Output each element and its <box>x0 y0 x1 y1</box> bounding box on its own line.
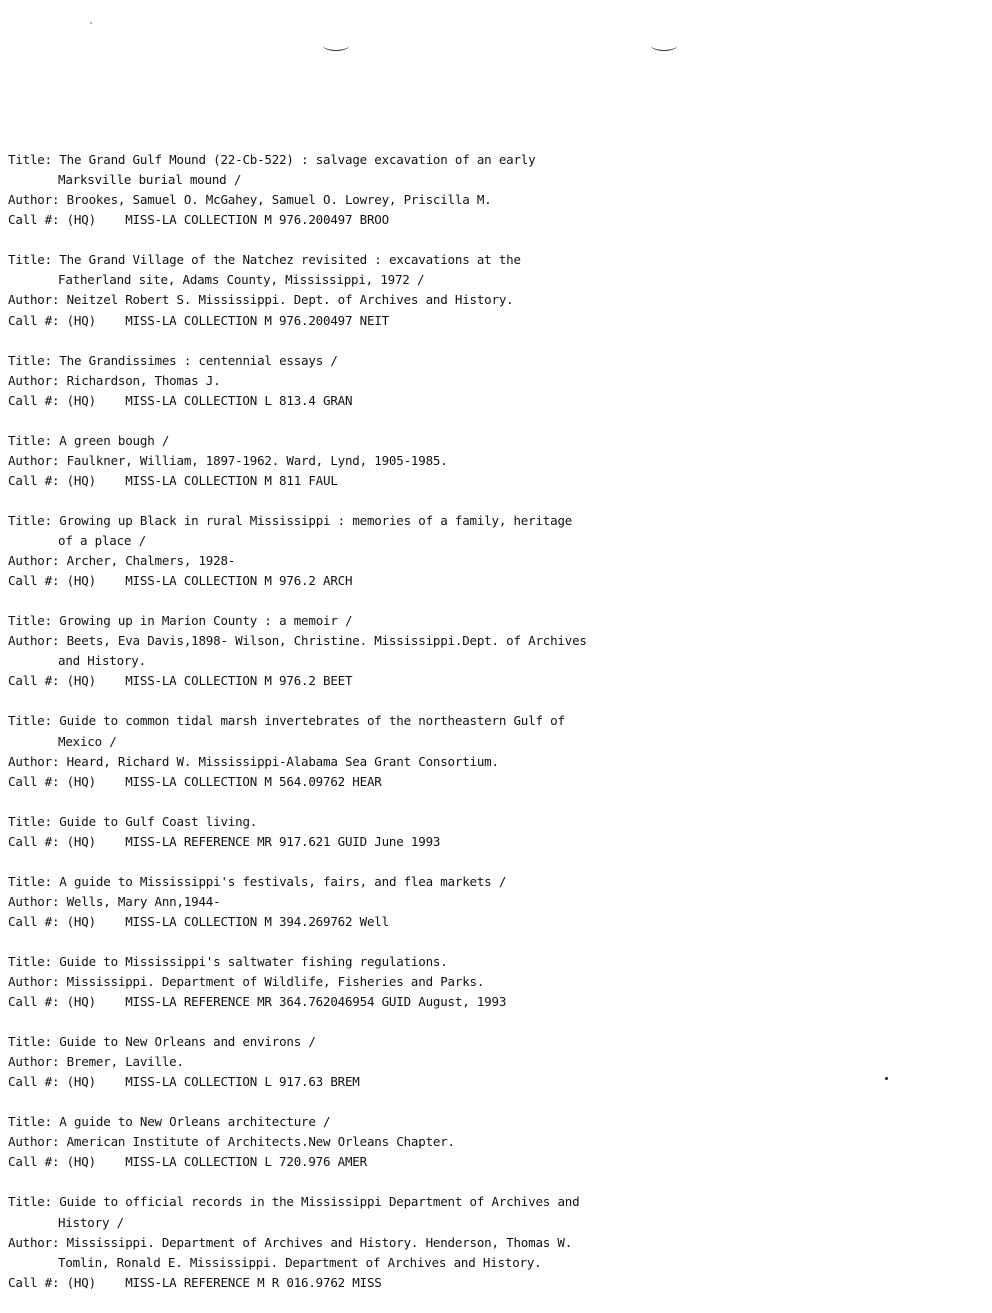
record-author-line <box>8 1233 968 1253</box>
record-title-line-label: Title: <box>8 152 52 167</box>
record-title-line <box>8 531 968 551</box>
record-call-number <box>8 772 968 792</box>
record-title-line-text: A guide to Mississippi's festivals, fairs, and flea markets / <box>59 873 507 889</box>
record-author-line-label: Author: <box>8 974 60 990</box>
record-title-line-label: Title: <box>8 813 52 829</box>
record-title-line-label: Title: <box>8 1034 52 1050</box>
record-call-number-text: (HQ) MISS-LA COLLECTION M 811 FAUL <box>66 472 338 488</box>
record-title-line-text: The Grand Village of the Natchez revisited : excavations at the <box>59 252 521 268</box>
record-title-line-label: Title: <box>8 1194 52 1210</box>
record-call-number-label: Call #: <box>8 833 60 849</box>
record-author-line-label: Author: <box>8 192 60 208</box>
record-author-line <box>8 451 968 471</box>
record-call-number-text: (HQ) MISS-LA COLLECTION M 976.200497 NEIT <box>66 312 389 328</box>
catalog-record <box>8 611 968 691</box>
record-title-line-label: Title: <box>8 432 52 448</box>
catalog-record <box>8 150 968 230</box>
record-author-line <box>8 190 968 210</box>
record-author-line-label: Author: <box>8 1134 60 1150</box>
record-title-line <box>8 250 968 270</box>
record-call-number <box>8 992 968 1012</box>
catalog-record <box>8 1192 968 1292</box>
record-author-line-text: Faulkner, William, 1897-1962. Ward, Lynd, 1905-1985. <box>66 452 448 468</box>
record-call-number-text: (HQ) MISS-LA COLLECTION M 976.2 BEET <box>66 673 353 689</box>
record-author-line <box>8 551 968 571</box>
record-title-line <box>8 711 968 731</box>
record-title-line-text: A guide to New Orleans architecture / <box>59 1114 331 1130</box>
record-title-line-label: Title: <box>8 873 52 889</box>
record-author-line <box>8 1253 968 1273</box>
record-call-number-text: (HQ) MISS-LA REFERENCE MR 917.621 GUID June 1993 <box>66 833 441 849</box>
record-author-line-text: Mississippi. Department of Wildlife, Fisheries and Parks. <box>66 974 485 990</box>
scan-speck-small <box>90 22 92 24</box>
record-call-number-label: Call #: <box>8 673 60 689</box>
record-title-line <box>8 1213 968 1233</box>
record-title-line-text: Guide to New Orleans and environs / <box>59 1034 316 1050</box>
record-call-number-label: Call #: <box>8 573 60 589</box>
record-call-number <box>8 1152 968 1172</box>
record-call-number-text: (HQ) MISS-LA COLLECTION M 976.200497 BROO <box>66 212 389 228</box>
record-call-number <box>8 311 968 331</box>
record-title-line-label: Title: <box>8 613 52 629</box>
record-author-line-label: Author: <box>8 893 60 909</box>
record-call-number <box>8 912 968 932</box>
record-title-line-text: Guide to Mississippi's saltwater fishing regulations. <box>59 953 448 969</box>
record-call-number-text: (HQ) MISS-LA COLLECTION M 564.09762 HEAR <box>66 773 382 789</box>
record-author-line-text: Beets, Eva Davis,1898- Wilson, Christine. Mississippi.Dept. of Archives <box>66 633 587 649</box>
record-author-line <box>8 752 968 772</box>
record-call-number-text: (HQ) MISS-LA COLLECTION L 720.976 AMER <box>66 1154 367 1170</box>
record-author-line-label: Author: <box>8 292 60 308</box>
record-author-line <box>8 631 968 651</box>
record-call-number-label: Call #: <box>8 913 60 929</box>
record-title-line-label: Title: <box>8 512 52 528</box>
record-author-line-label: Author: <box>8 633 60 649</box>
record-title-line-text: Guide to common tidal marsh invertebrates of the northeastern Gulf of <box>59 713 565 729</box>
catalog-record <box>8 431 968 491</box>
record-call-number-text: (HQ) MISS-LA REFERENCE MR 364.762046954 GUID August, 1993 <box>66 994 507 1010</box>
record-call-number <box>8 471 968 491</box>
record-author-line-text: Mississippi. Department of Archives and History. Henderson, Thomas W. <box>66 1234 573 1250</box>
record-author-line-text: Archer, Chalmers, 1928- <box>66 553 236 569</box>
record-title-line-text: The Grand Gulf Mound (22-Cb-522) : salvage excavation of an early <box>59 152 536 167</box>
record-author-line-text: Heard, Richard W. Mississippi-Alabama Sea Grant Consortium. <box>66 753 499 769</box>
record-call-number-text: (HQ) MISS-LA COLLECTION M 394.269762 Well <box>66 913 389 929</box>
record-call-number-text: (HQ) MISS-LA COLLECTION M 976.2 ARCH <box>66 573 353 589</box>
record-author-line-text: Brookes, Samuel O. McGahey, Samuel O. Lowrey, Priscilla M. <box>66 192 492 208</box>
record-author-line <box>8 1132 968 1152</box>
record-call-number <box>8 1273 968 1293</box>
record-author-line-text: Wells, Mary Ann,1944- <box>66 893 221 909</box>
record-author-line-text: American Institute of Architects.New Orleans Chapter. <box>66 1134 455 1150</box>
record-title-line-text: Guide to official records in the Mississippi Department of Archives and <box>59 1194 580 1210</box>
record-author-line-label: Author: <box>8 372 60 388</box>
record-call-number-label: Call #: <box>8 1274 60 1290</box>
record-title-line <box>8 431 968 451</box>
record-author-line-text: and History. <box>58 653 146 669</box>
record-author-line <box>8 290 968 310</box>
record-title-line-text: Fatherland site, Adams County, Mississippi, 1972 / <box>58 272 425 288</box>
record-author-line <box>8 371 968 391</box>
record-title-line <box>8 270 968 290</box>
record-title-line-text: A green bough / <box>59 432 170 448</box>
record-title-line <box>8 1192 968 1212</box>
record-title-line <box>8 611 968 631</box>
record-title-line-text: The Grandissimes : centennial essays / <box>59 352 338 368</box>
record-title-line-text: Mexico / <box>58 733 117 749</box>
record-title-line <box>8 150 968 170</box>
record-author-line-text: Tomlin, Ronald E. Mississippi. Department of Archives and History. <box>58 1254 542 1270</box>
record-call-number-label: Call #: <box>8 212 60 228</box>
punch-hole-mark-left <box>323 40 349 51</box>
record-call-number <box>8 571 968 591</box>
record-author-line-text: Richardson, Thomas J. <box>66 372 221 388</box>
record-call-number-label: Call #: <box>8 994 60 1010</box>
record-title-line <box>8 351 968 371</box>
record-call-number <box>8 671 968 691</box>
record-title-line <box>8 952 968 972</box>
record-title-line-label: Title: <box>8 953 52 969</box>
record-title-line-text: of a place / <box>58 532 146 548</box>
record-author-line-label: Author: <box>8 1054 60 1070</box>
record-call-number <box>8 391 968 411</box>
record-author-line-label: Author: <box>8 1234 60 1250</box>
record-author-line <box>8 972 968 992</box>
record-title-line-text: Guide to Gulf Coast living. <box>59 813 258 829</box>
record-call-number-label: Call #: <box>8 472 60 488</box>
record-author-line-label: Author: <box>8 753 60 769</box>
catalog-record <box>8 1032 968 1092</box>
record-call-number <box>8 1072 968 1092</box>
catalog-record <box>8 711 968 791</box>
record-title-line <box>8 872 968 892</box>
record-title-line-label: Title: <box>8 352 52 368</box>
record-title-line-label: Title: <box>8 252 52 268</box>
record-title-line-label: Title: <box>8 713 52 729</box>
record-title-line-text: History / <box>58 1214 124 1230</box>
record-title-line <box>8 511 968 531</box>
record-title-line <box>8 732 968 752</box>
record-call-number-text: (HQ) MISS-LA COLLECTION L 813.4 GRAN <box>66 392 353 408</box>
record-call-number-label: Call #: <box>8 392 60 408</box>
record-author-line-label: Author: <box>8 553 60 569</box>
catalog-record <box>8 872 968 932</box>
record-author-line-text: Neitzel Robert S. Mississippi. Dept. of Archives and History. <box>66 292 514 308</box>
record-author-line-text: Bremer, Laville. <box>66 1054 184 1070</box>
record-title-line-text: Marksville burial mound / <box>58 172 242 188</box>
record-author-line <box>8 892 968 912</box>
record-call-number-text: (HQ) MISS-LA COLLECTION L 917.63 BREM <box>66 1074 360 1090</box>
record-title-line-label: Title: <box>8 1114 52 1130</box>
catalog-record <box>8 952 968 1012</box>
catalog-record <box>8 812 968 852</box>
record-title-line-text: Growing up Black in rural Mississippi : memories of a family, heritage <box>59 512 573 528</box>
catalog-record <box>8 511 968 591</box>
record-call-number <box>8 832 968 852</box>
record-title-line <box>8 170 968 190</box>
record-author-line <box>8 1052 968 1072</box>
record-title-line <box>8 1032 968 1052</box>
record-call-number-label: Call #: <box>8 1154 60 1170</box>
record-author-line-label: Author: <box>8 452 60 468</box>
catalog-record <box>8 250 968 330</box>
catalog-record <box>8 351 968 411</box>
record-call-number-label: Call #: <box>8 773 60 789</box>
record-title-line <box>8 1112 968 1132</box>
catalog-records-list <box>8 150 968 1313</box>
catalog-record <box>8 1112 968 1172</box>
record-call-number-label: Call #: <box>8 1074 60 1090</box>
record-title-line <box>8 812 968 832</box>
record-call-number-label: Call #: <box>8 312 60 328</box>
record-call-number-text: (HQ) MISS-LA REFERENCE M R 016.9762 MISS <box>66 1274 382 1290</box>
punch-hole-mark-right <box>651 40 677 51</box>
record-author-line <box>8 651 968 671</box>
record-title-line-text: Growing up in Marion County : a memoir / <box>59 613 353 629</box>
record-call-number <box>8 210 968 230</box>
